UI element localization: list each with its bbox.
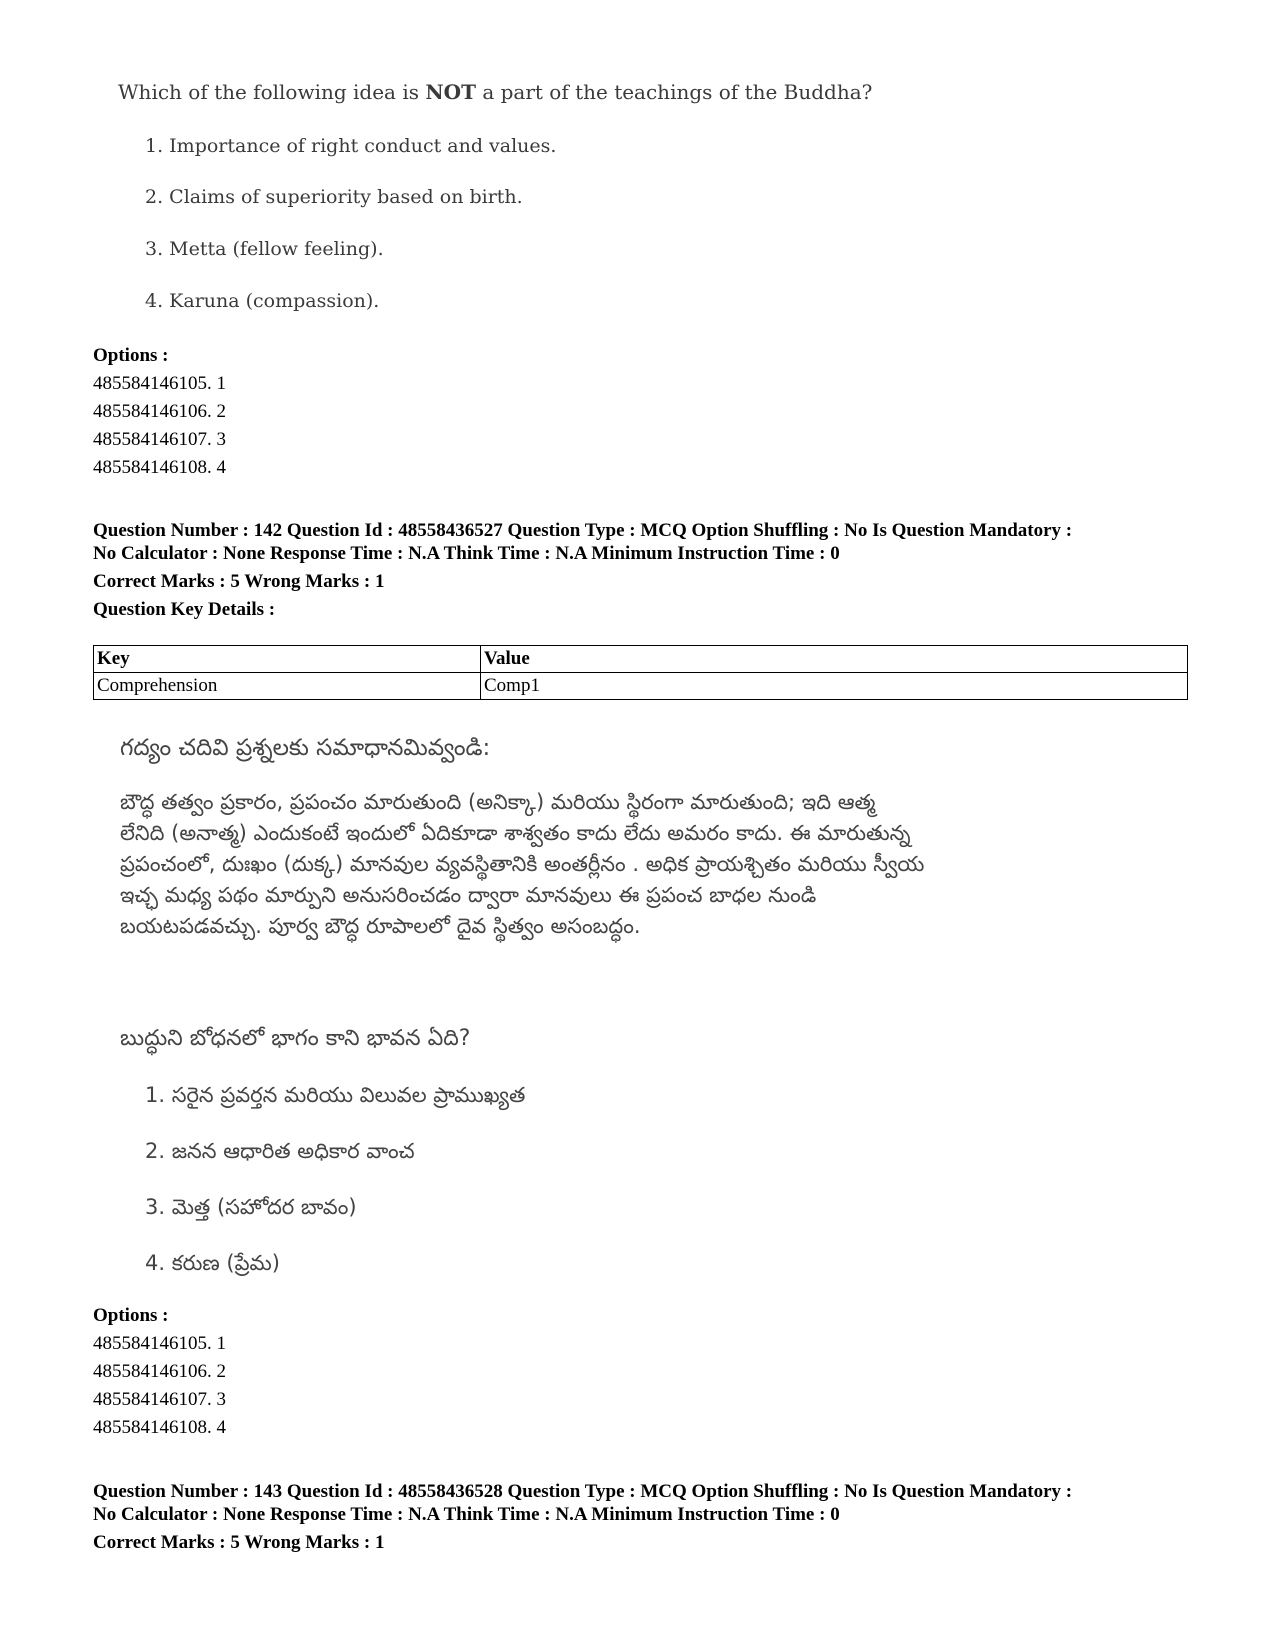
telugu-passage-line: బయటపడవచ్చు. పూర్వ బౌద్ధ రూపాలలో దైవ స్థిత్వం అసంబద్ధం.: [120, 914, 641, 938]
option-id-2: 485584146106. 2: [93, 401, 226, 422]
telugu-option-3: 3. మెత్త (సహోదర బావం): [145, 1195, 357, 1219]
telugu-passage-line: లేనిది (అనాత్మ) ఎందుకంటే ఇందులో ఏదికూడా శాశ్వతం కాదు లేదు అమరం కాదు. ఈ మారుతున్న: [120, 821, 911, 845]
option-id-4: 485584146108. 4: [93, 1417, 226, 1438]
question-142-meta-line-1: Question Number : 142 Question Id : 48558436527 Question Type : MCQ Option Shuffling : No Is Question Mandatory :: [93, 520, 1073, 541]
table-header-key: Key: [94, 646, 481, 673]
english-option-2: 2. Claims of superiority based on birth.: [145, 186, 523, 208]
telugu-passage-line: ప్రపంచంలో, దుఃఖం (దుక్క) మానవుల వ్యవస్థితానికి అంతర్లీనం . అధిక ప్రాయశ్చితం మరియు స్వీయ: [120, 852, 925, 876]
table-row: [94, 673, 1188, 700]
question-143-meta-line-1: Question Number : 143 Question Id : 48558436528 Question Type : MCQ Option Shuffling : No Is Question Mandatory :: [93, 1481, 1073, 1502]
telugu-passage-line: ఇచ్ఛ మధ్య పథం మార్పుని అనుసరించడం ద్వారా మానవులు ఈ ప్రపంచ బాధల నుండి: [120, 883, 817, 907]
question-key-details-heading: Question Key Details :: [93, 599, 276, 620]
options-heading-1: Options :: [93, 345, 169, 366]
option-id-1: 485584146105. 1: [93, 1333, 226, 1354]
stem-suffix: a part of the teachings of the Buddha?: [482, 80, 873, 104]
english-option-4: 4. Karuna (compassion).: [145, 290, 380, 312]
options-heading-2: Options :: [93, 1305, 169, 1326]
question-143-marks: Correct Marks : 5 Wrong Marks : 1: [93, 1532, 385, 1553]
telugu-option-2: 2. జనన ఆధారిత అధికార వాంచ: [145, 1139, 415, 1163]
table-header-row: [94, 646, 1188, 673]
table-cell-value: Comp1: [481, 673, 1188, 700]
telugu-passage-line: బౌద్ధ తత్వం ప్రకారం, ప్రపంచం మారుతుంది (అనిక్కా) మరియు స్థిరంగా మారుతుంది; ఇది ఆత్మ: [120, 790, 876, 814]
option-id-3: 485584146107. 3: [93, 1389, 226, 1410]
telugu-passage-body: [120, 787, 1180, 942]
stem-emphasis: NOT: [425, 80, 476, 104]
telugu-option-1: 1. సరైన ప్రవర్తన మరియు విలువల ప్రాముఖ్యత: [145, 1083, 526, 1107]
telugu-passage-heading: గద్యం చదివి ప్రశ్నలకు సమాధానమివ్వండి:: [120, 735, 491, 761]
telugu-question-stem: బుద్ధుని బోధనలో భాగం కాని భావన ఏది?: [120, 1026, 471, 1051]
english-option-3: 3. Metta (fellow feeling).: [145, 238, 384, 260]
english-option-1: 1. Importance of right conduct and values.: [145, 135, 557, 157]
english-question-stem: [118, 80, 872, 104]
option-id-4: 485584146108. 4: [93, 457, 226, 478]
question-key-table: [93, 645, 1188, 700]
option-id-3: 485584146107. 3: [93, 429, 226, 450]
table-header-value: Value: [481, 646, 1188, 673]
question-142-meta-line-2: No Calculator : None Response Time : N.A Think Time : N.A Minimum Instruction Time : 0: [93, 543, 840, 564]
question-142-marks: Correct Marks : 5 Wrong Marks : 1: [93, 571, 385, 592]
option-id-2: 485584146106. 2: [93, 1361, 226, 1382]
telugu-option-4: 4. కరుణ (ప్రేమ): [145, 1251, 280, 1275]
stem-prefix: Which of the following idea is: [118, 80, 419, 104]
question-143-meta-line-2: No Calculator : None Response Time : N.A Think Time : N.A Minimum Instruction Time : 0: [93, 1504, 840, 1525]
option-id-1: 485584146105. 1: [93, 373, 226, 394]
table-cell-key: Comprehension: [94, 673, 481, 700]
